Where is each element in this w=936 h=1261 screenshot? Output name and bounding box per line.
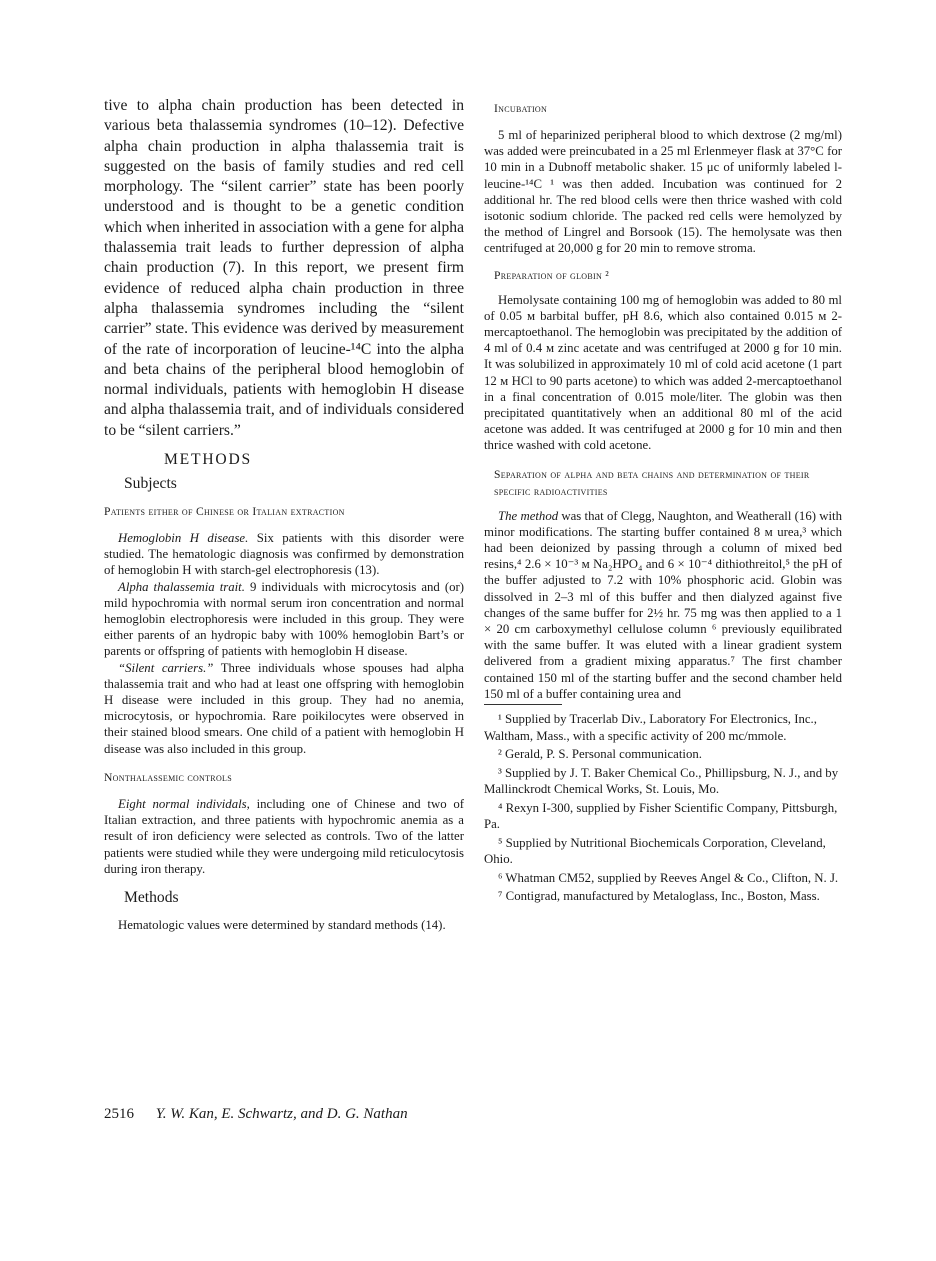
left-column (104, 96, 464, 933)
separation-subheading: Separation of alpha and beta chains and determination of their specific radioactivities (494, 467, 810, 498)
subjects-heading: Subjects (124, 475, 177, 493)
method-text: was that of Clegg, Naughton, and Weatherall (16) with minor modifications. The starting buffer contained 8 м urea,³ which had been deionized by passing through a column of mixed bed resins,⁴ 2.6 × 10⁻³ м Na₂HPO₄ and 6 × 10⁻⁴ dithiothreitol,⁵ the pH of the buffer adjusted to 7.2 with 10% phosphoric acid. Globin was dissolved in 2–3 ml of this buffer and then dialyzed against five changes of the same buffer for 2½ hr. 75 mg was then applied to a 1 × 20 cm carboxymethyl cellulose column ⁶ previously equilibrated with the same buffer. It was eluted with a linear gradient system delivered from a gradient mixing apparatus.⁷ The first chamber contained 150 ml of the starting buffer and the second chamber held 150 ml of a buffer containing urea and (484, 508, 842, 701)
page-footer (104, 1106, 408, 1123)
intro-paragraph: tive to alpha chain production has been detected in various beta thalassemia syndromes (10–12). Defective alpha chain production in alpha thalassemia trait is suggested on the basis of family studies and red cell morphology. The “silent carrier” state has been poorly understood and is thought to be a genetic condition which when inherited in association with a gene for alpha thalassemia trait leads to further depression of alpha chain production (7). In this report, we present firm evidence of reduced alpha chain production in three alpha thalassemia syndromes including the “silent carrier” state. This evidence was derived by measurement of the rate of incorporation of leucine-¹⁴C into the alpha and beta chains of the peripheral blood hemoglobin of normal individuals, patients with hemoglobin H disease and alpha thalassemia trait, and of individuals considered to be “silent carriers.” (104, 97, 464, 439)
controls-subheading: Nonthalassemic controls (104, 770, 232, 784)
silent-carriers-paragraph (104, 660, 464, 757)
footnote-6: ⁶ Whatman CM52, supplied by Reeves Angel & Co., Clifton, N. J. (498, 870, 839, 885)
footnote-2: ² Gerald, P. S. Personal communication. (498, 747, 702, 762)
globin-subheading: Preparation of globin ² (494, 268, 610, 282)
incubation-paragraph: 5 ml of heparinized peripheral blood to which dextrose (2 mg/ml) was added were preincubated in a 25 ml Erlenmeyer flask at 37°C for 10 min in a Dubnoff metabolic shaker. 15 μc of uniformly labeled l-leucine-¹⁴C ¹ was then added. Incubation was continued for 2 additional hr. The red blood cells were then thrice washed with cold isotonic sodium chloride. The packed red cells were hemolyzed by the method of Lingrel and Borsook (15). The hemolysate was then centrifuged at 20,000 g for 20 min to remove stroma. (484, 128, 842, 256)
methods-heading: METHODS (164, 451, 252, 469)
hbh-paragraph (104, 530, 464, 579)
hbh-lead: Hemoglobin H disease. (118, 531, 249, 546)
patients-subheading: Patients either of Chinese or Italian extraction (104, 505, 345, 519)
globin-paragraph: Hemolysate containing 100 mg of hemoglobin was added to 80 ml of 0.05 м barbital buffer, pH 8.6, which also contained 0.015 м 2-mercaptoethanol. The hemoglobin was precipitated by the addition of 4 ml of 0.4 м zinc acetate and was centrifuged at 2000 g for 10 min. It was solubilized in approximately 10 ml of cold acid acetone (1 part 12 м HCl to 90 parts acetone) to which was added 2-mercaptoethanol in a final concentration of 0.015 mole/liter. The globin was then precipitated quantitatively when an additional 80 ml of the acid acetone was added. It was centrifuged at 2000 g for 10 min and then thrice washed with cold acetone. (484, 292, 842, 453)
method-paragraph (484, 508, 842, 702)
method-lead: The method (498, 508, 559, 523)
footnote-3: ³ Supplied by J. T. Baker Chemical Co., Phillipsburg, N. J., and by Mallinckrodt Chemical Works, St. Louis, Mo. (484, 765, 839, 797)
att-paragraph (104, 579, 464, 660)
page-number: 2516 (104, 1106, 134, 1122)
controls-lead: Eight normal individals, (118, 796, 250, 811)
footnote-rule (484, 704, 562, 705)
footnote-4: ⁴ Rexyn I-300, supplied by Fisher Scientific Company, Pittsburgh, Pa. (484, 800, 838, 832)
footnotes (484, 711, 842, 905)
controls-paragraph (104, 796, 464, 877)
methods-paragraph: Hematologic values were determined by standard methods (14). (118, 917, 446, 932)
right-column (484, 96, 842, 907)
footnote-5: ⁵ Supplied by Nutritional Biochemicals Corporation, Cleveland, Ohio. (484, 835, 826, 867)
hbh-text: Six patients with this disorder were studied. The hematologic diagnosis was confirmed by demonstration of hemoglobin H with starch-gel electrophoresis (13). (104, 531, 464, 578)
incubation-subheading: Incubation (494, 102, 548, 115)
controls-text: including one of Chinese and two of Italian extraction, and three patients with hypochromic anemia as a result of iron deficiency were selected as controls. Two of the latter patients were studied while they were undergoing mild reticulocytosis during iron therapy. (104, 796, 464, 876)
sc-lead: “Silent carriers.” (118, 660, 214, 675)
sc-text: Three individuals whose spouses had alpha thalassemia trait and who had at least one offspring with hemoglobin H disease were included in this group. They had no anemia, microcytosis, or hypochromia. Rare poikilocytes were observed in their stained blood smears. One child of a patient with hemoglobin H disease was also included in this group. (104, 660, 464, 756)
footnote-7: ⁷ Contigrad, manufactured by Metaloglass, Inc., Boston, Mass. (498, 889, 820, 904)
footnote-1: ¹ Supplied by Tracerlab Div., Laboratory For Electronics, Inc., Waltham, Mass., with a specific activity of 200 mc/mmole. (484, 712, 817, 743)
methods-subheading: Methods (124, 888, 179, 906)
att-lead: Alpha thalassemia trait. (118, 579, 245, 594)
running-authors: Y. W. Kan, E. Schwartz, and D. G. Nathan (155, 1106, 408, 1122)
att-text: 9 individuals with microcytosis and (or) mild hypochromia with normal serum iron concentration and normal hemoglobin electrophoresis were included in this group. They were either parents of an hydropic baby with 100% hemoglobin Bart’s or parents or offspring of patients with hemoglobin H disease. (104, 579, 464, 659)
